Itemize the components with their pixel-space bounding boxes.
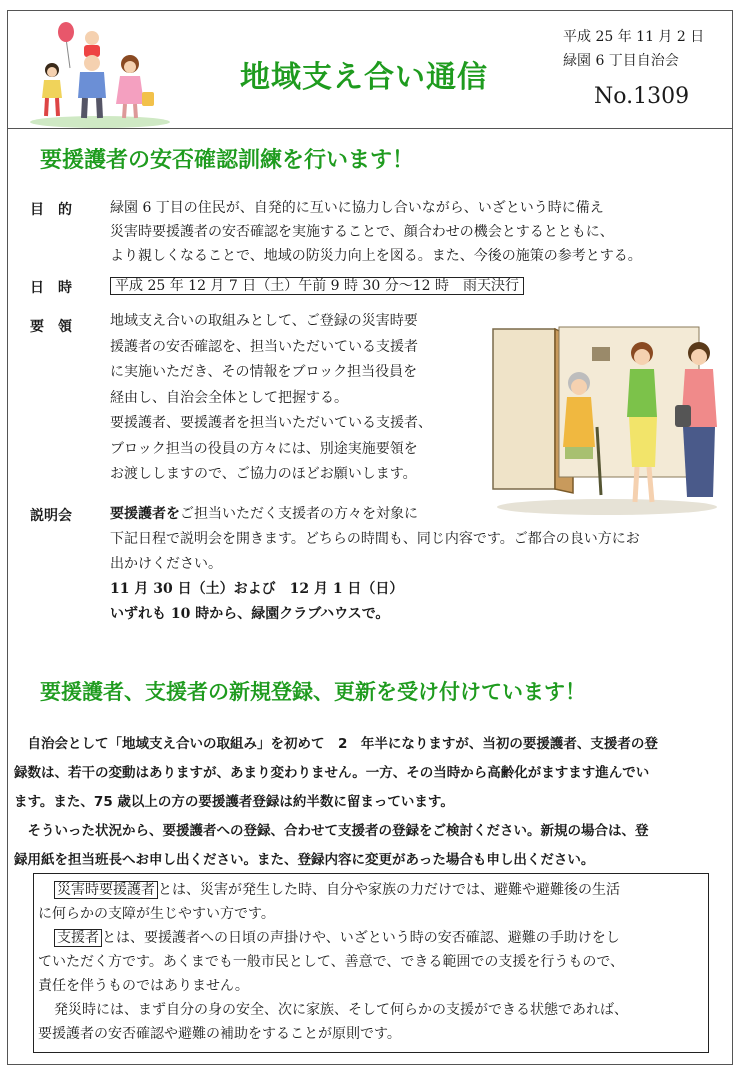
datetime-value-wrap (110, 274, 524, 298)
purpose-label: 目的 (30, 202, 86, 218)
briefing-rest: ご担当いただく支援者の方々を対象に (180, 506, 418, 522)
purpose-line: より親しくなることで、地域の防災力向上を図る。また、今後の施策の参考とする。 (110, 248, 642, 264)
newsletter-title: 地域支え合い通信 (240, 60, 488, 95)
paragraph-line: ます。また、75 歳以上の方の要援護者登録は約半数に留まっています。 (14, 794, 454, 810)
briefing-dates: 11 月 30 日（土）および 12 月 1 日（日） (110, 581, 404, 597)
outline-line: 地域支え合いの取組みとして、ご登録の災害時要 (110, 313, 418, 329)
issue-number: No.1309 (594, 84, 690, 109)
outline-line: 要援護者、要援護者を担当いただいている支援者、 (110, 415, 432, 431)
datetime-label: 日時 (30, 280, 86, 296)
term-vulnerable-person: 災害時要援護者 (54, 881, 158, 899)
paragraph-line: 録用紙を担当班長へお申し出ください。また、登録内容に変更があった場合も申し出ください。 (14, 852, 595, 868)
datetime-value: 平成 25 年 12 月 7 日（土）午前 9 時 30 分～12 時 雨天決行 (110, 277, 524, 295)
header-meta (563, 25, 704, 73)
outline-line: 経由し、自治会全体として把握する。 (110, 389, 348, 406)
section1-heading: 要援護者の安否確認訓練を行います！ (40, 148, 415, 173)
briefing-place: いずれも 10 時から、緑園クラブハウスで。 (110, 606, 390, 622)
outline-label: 要領 (30, 319, 86, 335)
definitions-text (38, 878, 628, 1046)
issue-date: 平成 25 年 11 月 2 日 (563, 29, 705, 45)
definition-rest: とは、要援護者への日頃の声掛けや、いざという時の安否確認、避難の手助けをし (102, 930, 620, 946)
definition-line: ていただく方です。あくまでも一般市民として、善意で、できる範囲での支援を行うもので、 (38, 954, 625, 970)
outline-line: お渡ししますので、ご協力のほどお願いします。 (110, 466, 417, 482)
outline-line: 援護者の安否確認を、担当いただいている支援者 (110, 338, 418, 355)
note-line: 要援護者の安否確認や避難の補助をすることが原則です。 (38, 1026, 401, 1042)
purpose-line: 災害時要援護者の安否確認を実施することで、顔合わせの機会とするとともに、 (110, 224, 614, 240)
term-supporter: 支援者 (54, 929, 102, 947)
definition-line: 責任を伴うものではありません。 (38, 978, 249, 994)
definition-rest: とは、災害が発生した時、自分や家族の力だけでは、避難や避難後の生活 (158, 882, 620, 898)
section2-heading: 要援護者、支援者の新規登録、更新を受け付けています！ (40, 680, 586, 704)
definition-line: に何らかの支障が生じやすい方です。 (38, 906, 275, 922)
definition-line (38, 926, 628, 950)
home-visit-illustration (487, 317, 727, 517)
purpose-text (110, 196, 642, 268)
family-illustration (30, 18, 180, 130)
briefing-label: 説明会 (30, 508, 72, 524)
briefing-text (110, 502, 640, 627)
briefing-line (110, 502, 640, 527)
outline-line: ブロック担当の役員の方々には、別途実施要領を (110, 440, 418, 457)
note-line: 発災時には、まず自分の身の安全、次に家族、そして何らかの支援ができる状態であれば、 (54, 1002, 628, 1018)
paragraph-line: そういった状況から、要援護者への登録、合わせて支援者の登録をご検討ください。新規の場合は、登 (14, 823, 649, 839)
briefing-line: 下記日程で説明会を開きます。どちらの時間も、同じ内容です。ご都合の良い方にお (110, 531, 640, 547)
definition-line (38, 878, 628, 902)
registration-paragraph (14, 730, 728, 875)
outline-text (110, 309, 432, 488)
briefing-line: 出かけください。 (110, 556, 222, 572)
briefing-bold: 要援護者を (110, 506, 180, 522)
paragraph-line: 録数は、若干の変動はありますが、あまり変わりません。一方、その当時から高齢化がますます進んでい (14, 765, 650, 781)
paragraph-line: 自治会として「地域支え合いの取組み」を初めて 2 年半になりますが、当初の要援護者、支援者の登 (14, 736, 658, 752)
purpose-line: 緑園 6 丁目の住民が、自発的に互いに協力し合いながら、いざという時に備え (110, 200, 604, 216)
outline-line: に実施いただき、その情報をブロック担当役員を (110, 364, 418, 380)
organization-name: 緑園 6 丁目自治会 (563, 53, 679, 69)
